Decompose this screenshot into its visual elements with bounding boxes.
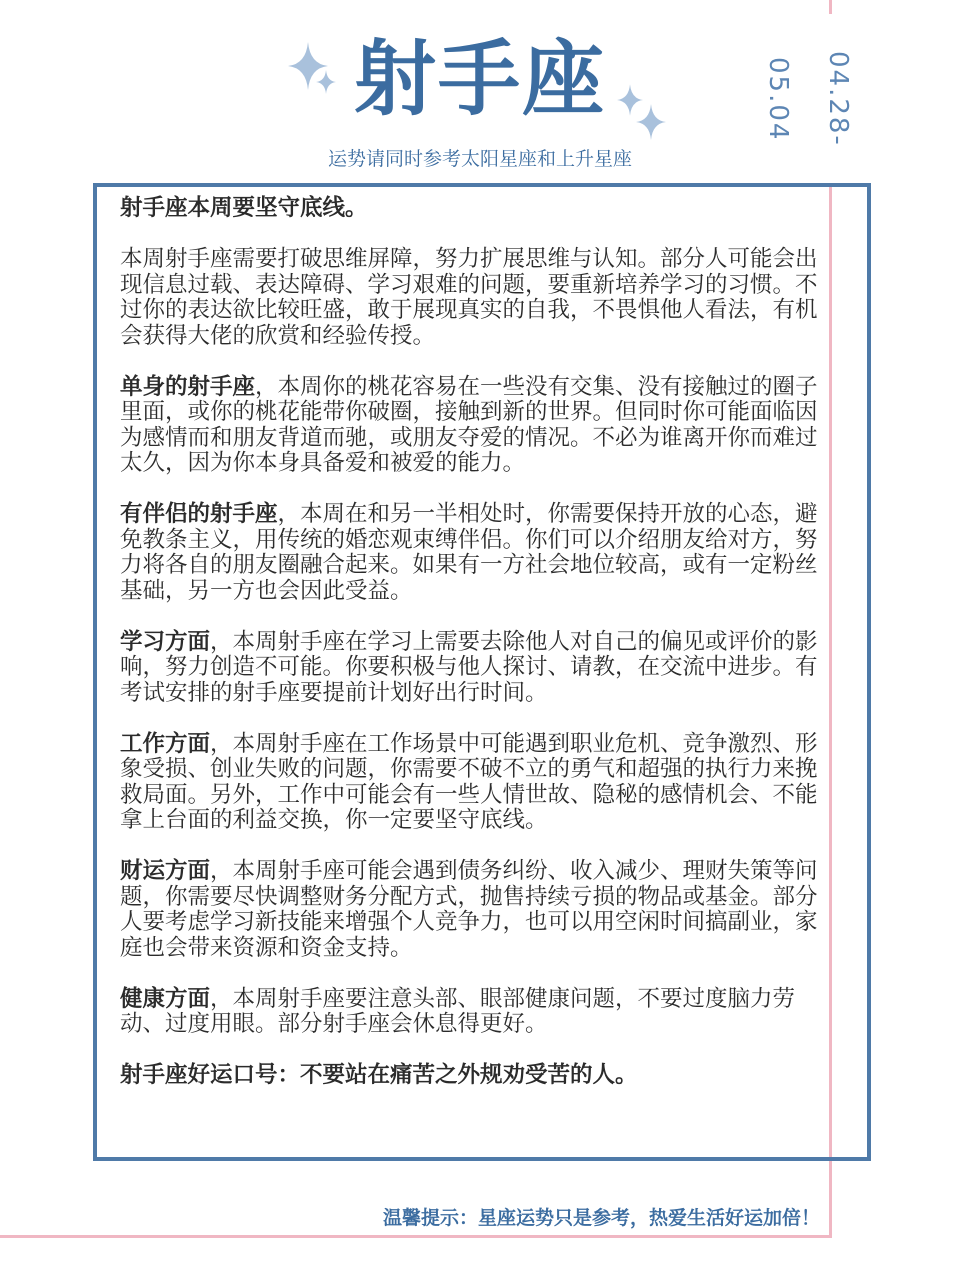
date-range: 04.28-05.04: [808, 14, 868, 184]
page-subtitle: 运势请同时参考太阳星座和上升星座: [327, 148, 632, 170]
work-text: ，本周射手座在工作场景中可能遇到职业危机、竞争激烈、形象受损、创业失败的问题，你需要不破不立的勇气和超强的执行力来挽救局面。另外，工作中可能会有一些人情世故、隐秘的感情机会、不能拿上台面的利益交换，你一定要坚守底线。: [120, 730, 818, 833]
study-heading: 学习方面: [120, 628, 211, 655]
study-paragraph: [120, 630, 820, 707]
partner-heading: 有伴侣的射手座: [120, 501, 278, 527]
slogan-paragraph: [120, 1063, 820, 1089]
intro-text: 射手座本周要坚守底线。: [120, 195, 368, 221]
footer-tip: 温馨提示：星座运势只是参考，热爱生活好运加倍！: [382, 1207, 820, 1229]
health-paragraph: [120, 987, 820, 1038]
finance-heading: 财运方面: [120, 858, 211, 884]
health-text: ，本周射手座要注意头部、眼部健康问题，不要过度脑力劳动、过度用眼。部分射手座会休息得更好。: [120, 985, 796, 1037]
horoscope-content: [120, 196, 820, 1114]
work-paragraph: [120, 732, 820, 834]
page-title: 射手座: [353, 32, 606, 127]
pink-horizontal-line: [0, 1235, 832, 1238]
partner-paragraph: [120, 502, 820, 604]
sparkle-star-icon: [636, 104, 666, 140]
single-text: ，本周你的桃花容易在一些没有交集、没有接触过的圈子里面，或你的桃花能带你破圈，接触到新的世界。但同时你可能面临因为感情而和朋友背道而驰，或朋友夺爱的情况。不必为谁离开你而难过太久，因为你本身具备爱和被爱的能力。: [120, 373, 818, 476]
overview-paragraph: 本周射手座需要打破思维屏障，努力扩展思维与认知。部分人可能会出现信息过载、表达障碍、学习艰难的问题，要重新培养学习的习惯。不过你的表达欲比较旺盛，敢于展现真实的自我，不畏惧他人看法，有机会获得大佬的欣赏和经验传授。: [120, 246, 818, 349]
work-heading: 工作方面: [120, 730, 211, 757]
single-paragraph: [120, 375, 820, 477]
health-heading: 健康方面: [120, 985, 211, 1012]
finance-text: ，本周射手座可能会遇到债务纠纷、收入减少、理财失策等问题，你需要尽快调整财务分配方式，抛售持续亏损的物品或基金。部分人要考虑学习新技能来增强个人竞争力，也可以用空闲时间搞副业，家庭也会带来资源和资金支持。: [120, 858, 818, 961]
sparkle-star-icon: [316, 70, 336, 94]
single-heading: 单身的射手座: [120, 373, 256, 400]
slogan-text: 射手座好运口号：不要站在痛苦之外规劝受苦的人。: [120, 1062, 638, 1088]
partner-text: ，本周在和另一半相处时，你需要保持开放的心态，避免教条主义，用传统的婚恋观束缚伴侣。你们可以介绍朋友给对方，努力将各自的朋友圈融合起来。如果有一方社会地位较高，或有一定粉丝基础，另一方也会因此受益。: [120, 501, 818, 604]
intro-paragraph: [120, 196, 820, 222]
finance-paragraph: [120, 859, 820, 961]
study-text: ，本周射手座在学习上需要去除他人对自己的偏见或评价的影响，努力创造不可能。你要积极与他人探讨、请教，在交流中进步。有考试安排的射手座要提前计划好出行时间。: [120, 628, 818, 706]
